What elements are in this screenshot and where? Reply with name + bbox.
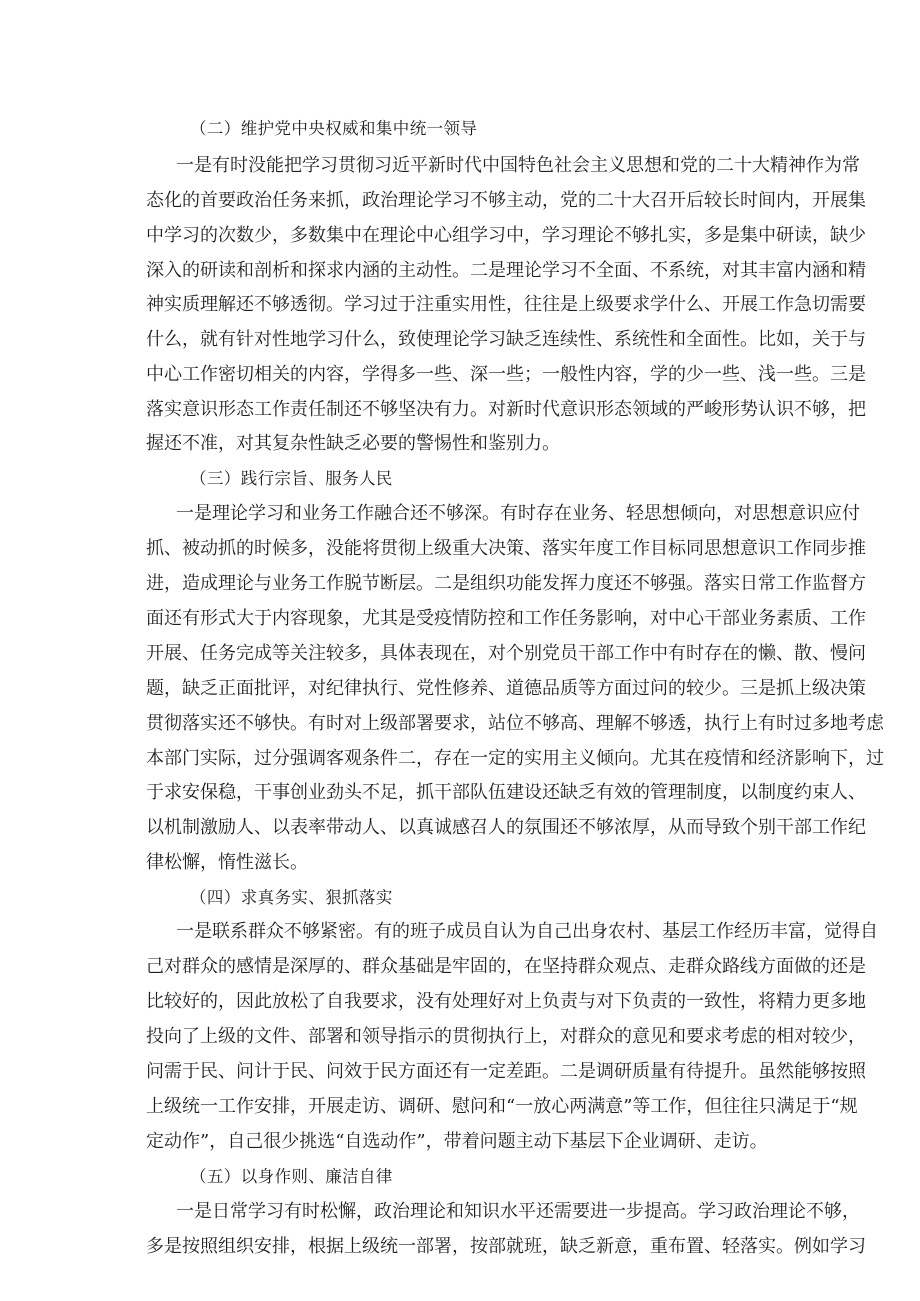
paragraph-line: 落实意识形态工作责任制还不够坚决有力。对新时代意识形态领域的严峻形势认识不够，把 (146, 399, 866, 420)
paragraph-line: 以机制激励人、以表率带动人、以真诚感召人的氛围还不够浓厚，从而导致个别干部工作纪 (146, 817, 866, 838)
paragraph-line: 态化的首要政治任务来抓，政治理论学习不够主动，党的二十大召开后较长时间内，开展集 (146, 190, 866, 211)
section-heading-2: （二）维护党中央权威和集中统一领导 (190, 119, 478, 138)
section-heading-5: （五）以身作则、廉洁自律 (190, 1167, 393, 1186)
paragraph-line: 贯彻落实还不够快。有时对上级部署要求，站位不够高、理解不够透，执行上有时过多地考虑 (146, 713, 884, 734)
paragraph-line: 问需于民、问计于民、问效于民方面还有一定差距。二是调研质量有待提升。虽然能够按照 (146, 1061, 866, 1082)
paragraph-line: 一是日常学习有时松懈，政治理论和知识水平还需要进一步提高。学习政治理论不够， (176, 1201, 860, 1222)
paragraph-line: 于求安保稳，干事创业劲头不足，抓干部队伍建设还缺乏有效的管理制度，以制度约束人、 (146, 782, 866, 803)
paragraph-line: 题，缺乏正面批评，对纪律执行、党性修养、道德品质等方面过问的较少。三是抓上级决策 (146, 678, 866, 699)
paragraph-line: 上级统一工作安排，开展走访、调研、慰问和“一放心两满意”等工作，但往往只满足于“规 (146, 1096, 858, 1117)
paragraph-line: 己对群众的感情是深厚的、群众基础是牢固的，在坚持群众观点、走群众路线方面做的还是 (146, 956, 866, 977)
paragraph-line: 抓、被动抓的时候多，没能将贯彻上级重大决策、落实年度工作目标同思想意识工作同步推 (146, 538, 866, 559)
paragraph-line: 深入的研读和剖析和探求内涵的主动性。二是理论学习不全面、不系统，对其丰富内涵和精 (146, 260, 866, 281)
paragraph-line: 中学习的次数少，多数集中在理论中心组学习中，学习理论不够扎实，多是集中研读，缺少 (146, 225, 866, 246)
paragraph-line: 比较好的，因此放松了自我要求，没有处理好对上负责与对下负责的一致性，将精力更多地 (146, 991, 866, 1012)
section-heading-3: （三）践行宗旨、服务人民 (190, 469, 393, 488)
paragraph-line: 定动作”，自己很少挑选“自选动作”，带着问题主动下基层下企业调研、走访。 (146, 1131, 768, 1152)
paragraph-line: 律松懈，惰性滋长。 (146, 852, 308, 873)
paragraph-line: 多是按照组织安排，根据上级统一部署，按部就班，缺乏新意，重布置、轻落实。例如学习 (146, 1236, 866, 1257)
paragraph-line: 一是理论学习和业务工作融合还不够深。有时存在业务、轻思想倾向，对思想意识应付 (176, 503, 860, 524)
paragraph-line: 中心工作密切相关的内容，学得多一些、深一些；一般性内容，学的少一些、浅一些。三是 (146, 364, 866, 385)
paragraph-line: 进，造成理论与业务工作脱节断层。二是组织功能发挥力度还不够强。落实日常工作监督方 (146, 573, 866, 594)
paragraph-line: 投向了上级的文件、部署和领导指示的贯彻执行上，对群众的意见和要求考虑的相对较少， (146, 1026, 866, 1047)
paragraph-line: 一是有时没能把学习贯彻习近平新时代中国特色社会主义思想和党的二十大精神作为常 (176, 155, 860, 176)
paragraph-line: 开展、任务完成等关注较多，具体表现在，对个别党员干部工作中有时存在的懒、散、慢问 (146, 643, 866, 664)
paragraph-line: 握还不准，对其复杂性缺乏必要的警惕性和鉴别力。 (146, 433, 560, 454)
section-heading-4: （四）求真务实、狠抓落实 (190, 888, 393, 907)
paragraph-line: 什么，就有针对性地学习什么，致使理论学习缺乏连续性、系统性和全面性。比如，关于与 (146, 329, 866, 350)
paragraph-line: 本部门实际，过分强调客观条件二，存在一定的实用主义倾向。尤其在疫情和经济影响下，过 (146, 748, 884, 769)
paragraph-line: 神实质理解还不够透彻。学习过于注重实用性，往往是上级要求学什么、开展工作急切需要 (146, 294, 866, 315)
paragraph-line: 面还有形式大于内容现象，尤其是受疫情防控和工作任务影响，对中心干部业务素质、工作 (146, 608, 866, 629)
paragraph-line: 一是联系群众不够紧密。有的班子成员自认为自己出身农村、基层工作经历丰富，觉得自 (176, 921, 878, 942)
